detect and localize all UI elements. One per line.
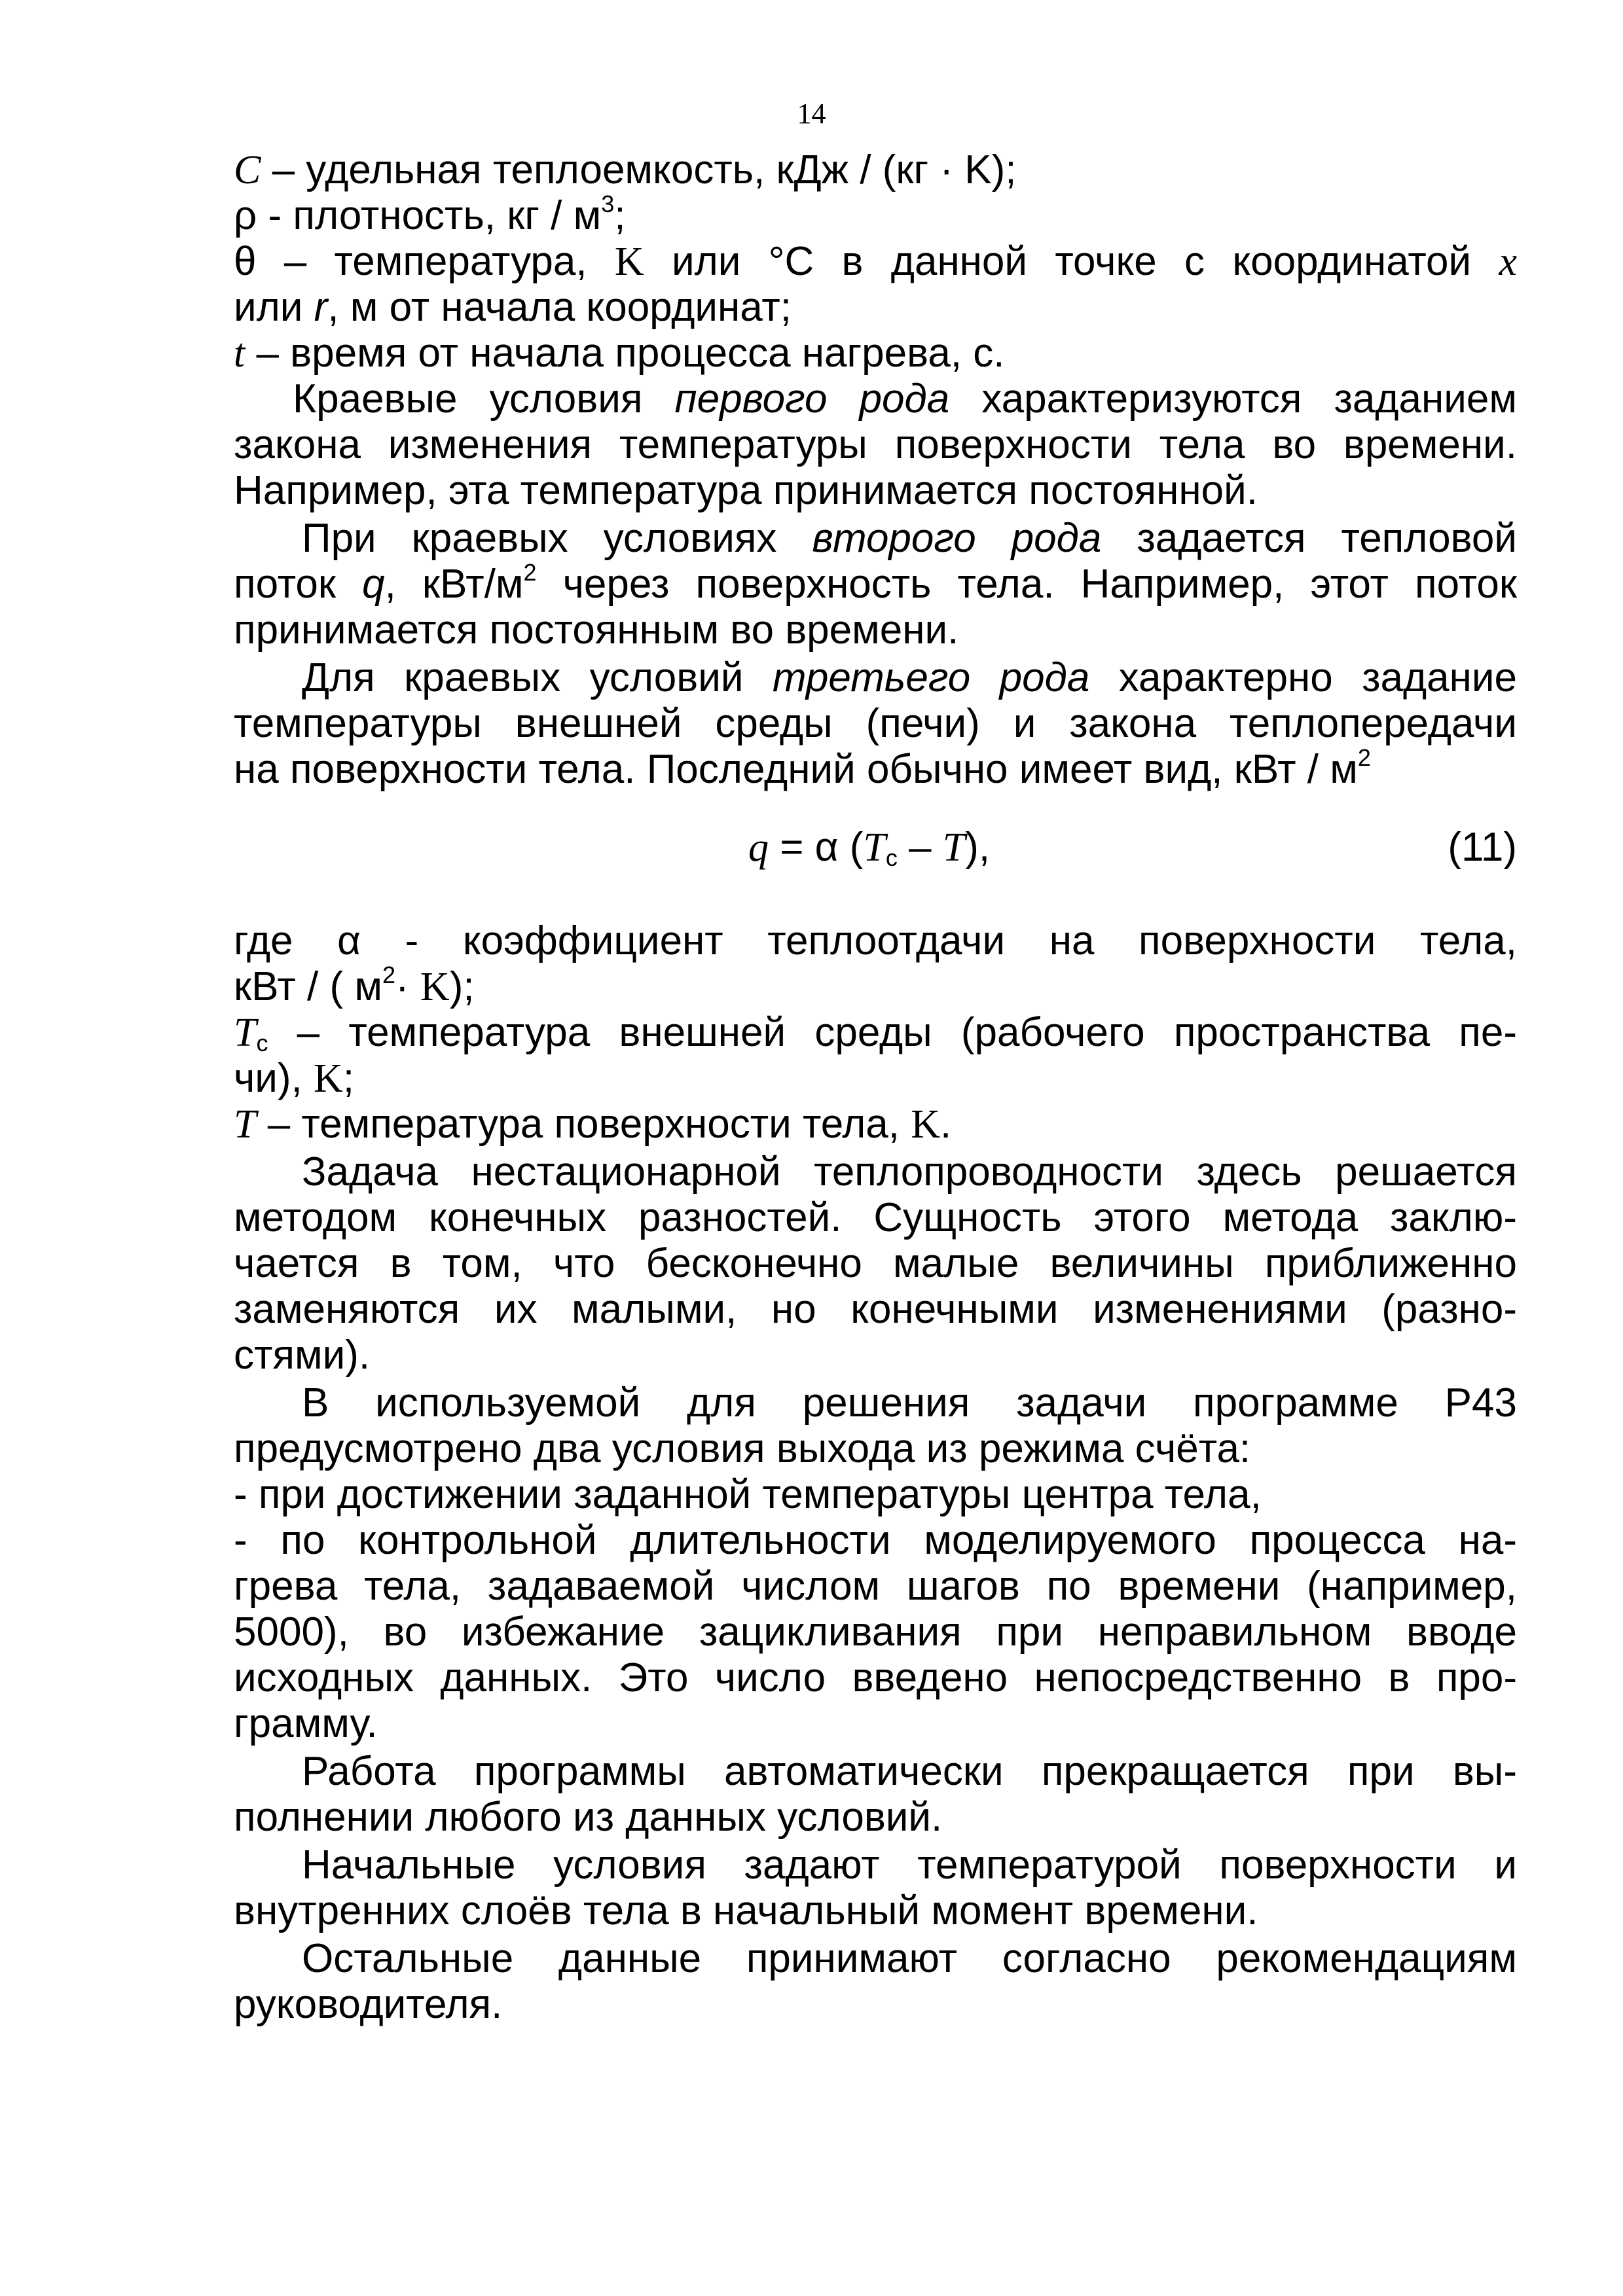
para5-line7: исходных данных. Это число введено непосредственно в про- (234, 1655, 1517, 1700)
para5-line4: - по контрольной длительности моделируемого процесса на- (234, 1518, 1517, 1563)
para8-line2: руководителя. (234, 1982, 503, 2027)
para4-line2: методом конечных разностей. Сущность этого метода заклю- (234, 1195, 1517, 1240)
para1-line1 (234, 376, 1517, 422)
para7-line1: Начальные условия задают температурой поверхности и (302, 1842, 1517, 1888)
def-density (234, 190, 1517, 239)
def-text: чи), (234, 1056, 314, 1101)
para-italic: первого рода (674, 376, 950, 422)
def-text: ; (614, 193, 626, 238)
para4-line4: заменяются их малыми, но конечными изменениями (разно- (234, 1287, 1517, 1332)
symbol-t: T (234, 1102, 257, 1147)
para4-line1: Задача нестационарной теплопроводности здесь решается (302, 1149, 1517, 1194)
subscript: с (885, 844, 898, 871)
symbol-tc: T (863, 825, 886, 870)
para-text: При краевых условиях (302, 516, 812, 561)
equation-11 (234, 825, 1517, 870)
symbol-r: r (314, 285, 328, 330)
def-text: ; (342, 1056, 355, 1101)
def-text: – температура поверхности тела, (256, 1102, 911, 1147)
para5-line6: 5000), во избежание зацикливания при неправильном вводе (234, 1609, 1517, 1655)
para2-line1 (234, 516, 1517, 562)
symbol-t: T (942, 825, 966, 870)
para-text: на поверхности тела. Последний обычно имеет вид, кВт / м (234, 747, 1358, 792)
para1-line3: Например, эта температура принимается постоянной. (234, 468, 1258, 513)
def-text: – время от начала процесса нагрева, с. (245, 331, 1005, 376)
symbol-q: q (748, 825, 769, 870)
def-tc (234, 1010, 1517, 1056)
unit-kelvin: K (614, 240, 644, 284)
def-alpha: где α - коэффициент теплоотдачи на поверхности тела, (234, 918, 1517, 963)
def-alpha-units (234, 961, 1517, 1010)
superscript: 3 (601, 190, 615, 217)
para3-line3 (234, 744, 1517, 793)
para3-line2: температуры внешней среды (печи) и закона теплопередачи (234, 701, 1517, 746)
formula (748, 825, 990, 870)
superscript: 2 (523, 559, 537, 586)
def-heat-capacity (234, 147, 1517, 193)
formula-text: – (897, 825, 943, 870)
symbol-q: q (362, 562, 385, 607)
para5-line5: грева тела, задаваемой числом шагов по времени (например, (234, 1564, 1517, 1609)
symbol-c: C (234, 148, 261, 192)
subscript: с (256, 1030, 268, 1056)
para6-line1: Работа программы автоматически прекращается при вы- (302, 1749, 1517, 1794)
superscript: 2 (382, 961, 396, 988)
para-text: характерно задание (1089, 655, 1518, 700)
para-italic: второго рода (812, 516, 1102, 561)
para1-line2: закона изменения температуры поверхности тела во времени. (234, 422, 1517, 467)
para4-line5: стями). (234, 1333, 371, 1378)
formula-text: ), (965, 825, 991, 870)
para2-line3: принимается постоянным во времени. (234, 607, 959, 653)
def-text: – удельная теплоемкость, кДж / (кг · K); (261, 147, 1017, 192)
symbol-x: x (1499, 240, 1517, 284)
para5-line3: - при достижении заданной температуры центра тела, (234, 1472, 1262, 1517)
superscript: 2 (1357, 744, 1371, 771)
page-number: 14 (797, 98, 826, 130)
para-text: Краевые условия (293, 376, 675, 422)
def-text: кВт / ( м (234, 964, 382, 1009)
para5-line8: грамму. (234, 1701, 378, 1746)
unit-kelvin: K (911, 1102, 941, 1147)
unit-kelvin: K (420, 965, 450, 1009)
def-temperature (234, 239, 1517, 285)
formula-text: = α ( (769, 825, 864, 870)
para-text: задается тепловой (1101, 516, 1517, 561)
def-text: или (234, 285, 314, 330)
def-text: . (940, 1102, 952, 1147)
para-text: , кВт/м (384, 562, 524, 607)
def-text: – температура внешней среды (рабочего пространства пе- (268, 1010, 1517, 1055)
para-text: через поверхность тела. Например, этот поток (536, 562, 1517, 607)
para-text: Для краевых условий (302, 655, 773, 700)
symbol-t: t (234, 331, 246, 376)
def-t (234, 1102, 1517, 1147)
para8-line1: Остальные данные принимают согласно рекомендациям (302, 1936, 1517, 1981)
para6-line2: полнении любого из данных условий. (234, 1795, 943, 1840)
para7-line2: внутренних слоёв тела в начальный момент времени. (234, 1888, 1258, 1933)
def-text: или °С в данной точке с координатой (644, 239, 1499, 284)
page-body (234, 147, 1517, 2028)
def-time (234, 331, 1517, 376)
unit-kelvin: K (314, 1056, 343, 1101)
symbol-tc: T (234, 1011, 257, 1055)
def-text: , м от начала координат; (327, 285, 792, 330)
def-text: θ – температура, (234, 239, 615, 284)
def-text: ρ - плотность, кг / м (234, 193, 602, 238)
def-text: ); (449, 964, 475, 1009)
para-text: характеризуются заданием (949, 376, 1517, 422)
para2-line2 (234, 559, 1517, 607)
para4-line3: чается в том, что бесконечно малые величины приближенно (234, 1241, 1517, 1286)
para-text: поток (234, 562, 363, 607)
def-text: · (395, 964, 420, 1009)
def-temperature-cont (234, 285, 1517, 331)
para5-line2: предусмотрено два условия выхода из режима счёта: (234, 1426, 1251, 1471)
para-italic: третьего рода (772, 655, 1090, 700)
def-tc-cont (234, 1056, 1517, 1102)
para5-line1: В используемой для решения задачи программе Р43 (302, 1380, 1517, 1426)
equation-number: (11) (1448, 825, 1517, 870)
para3-line1 (234, 655, 1517, 701)
